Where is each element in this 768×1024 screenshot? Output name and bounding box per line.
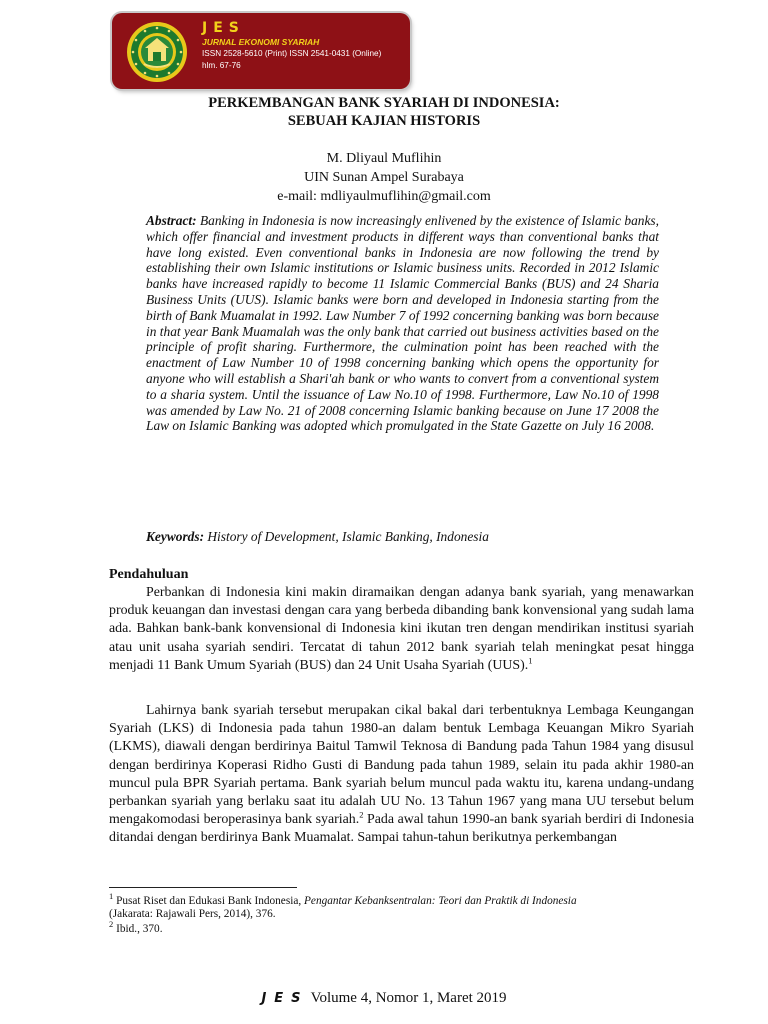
footnote-2-number: 2 [109, 919, 114, 930]
article-title-line1: PERKEMBANGAN BANK SYARIAH DI INDONESIA: [208, 95, 560, 111]
footer-journal-mark: JES [261, 991, 309, 1006]
footnote-1 [109, 891, 697, 922]
author-email: e-mail: mdliyaulmuflihin@gmail.com [277, 189, 491, 204]
journal-abbreviation: JES [202, 20, 245, 36]
abstract-text: Banking in Indonesia is now increasingly enlivened by the existence of Islamic banks, which offer financial and investment products in different ways than conventional banks that have long existed. Even conventional banks in Indonesia are now following the trend by establishing their own Islamic institutions or Islamic business units. Recorded in 2012 Islamic banks have increased rapidly to become 11 Islamic Commercial Banks (BUS) and 24 Sharia Business Units (UUS). Islamic banks were born and developed in Indonesia starting from the birth of Bank Muamalat in 1992. Law Number 7 of 1992 concerning banking was born because in that year Bank Muamalah was the only bank that carried out business activities based on the principle of profit sharing. Furthermore, the culmination point has been reached with the enactment of Law Number 10 of 1998 concerning banking which opens the opportunity for anyone who will establish a Shari'ah bank or who wants to convert from a conventional system to a sharia system. Until the issuance of Law No.10 of 1998. Furthermore, Law No.10 of 1998 was amended by Law No. 21 of 2008 concerning Islamic banking because on June 17 2008 the Law on Islamic Banking was adopted which promulgated in the State Gazette on July 16 2008. [146, 213, 659, 434]
footnote-divider [109, 887, 297, 888]
footnote-2 [109, 919, 697, 936]
paragraph-1-text: Perbankan di Indonesia kini makin diramaikan dengan adanya bank syariah, yang menawarkan produk keuangan dan investasi dengan cara yang berbeda dibanding bank konvensional yang sudah lama ada. Bahkan bank-bank konvensional di Indonesia kini ikutan tren dengan mendirikan institusi syariah atau unit usaha syariah sendiri. Tercatat di tahun 2012 bank syariah telah meningkat pesat hingga menjadi 11 Bank Umum Syariah (BUS) dan 24 Unit Usaha Syariah (UUS). [109, 585, 694, 673]
article-title-line2: SEBUAH KAJIAN HISTORIS [287, 113, 481, 129]
journal-issn: ISSN 2528-5610 (Print) ISSN 2541-0431 (Online) [202, 49, 382, 58]
body-paragraph-1 [109, 584, 694, 675]
footnote-ref-2[interactable]: 2 [359, 809, 364, 820]
keywords-label: Keywords: [146, 529, 205, 544]
author-name: M. Dliyaul Muflihin [326, 151, 442, 166]
footer-volume-info: Volume 4, Nomor 1, Maret 2019 [310, 990, 507, 1006]
keywords [146, 529, 666, 545]
body-paragraph-2 [109, 702, 694, 848]
abstract-label: Abstract: [146, 213, 197, 228]
keywords-text: History of Development, Islamic Banking, Indonesia [207, 529, 489, 544]
banner-text-block [202, 20, 407, 72]
university-seal-icon [126, 21, 188, 83]
paragraph-2-text-b: Pada awal tahun 1990-an bank syariah berdiri di Indonesia ditandai dengan berdirinya Bank Muamalat. Sampai tahun-tahun berikutnya perkembangan [109, 812, 694, 846]
footnote-1-book-title: Pengantar Kebanksentralan: Teori dan Praktik di Indonesia [304, 895, 577, 907]
journal-pages: hlm. 67-76 [202, 61, 241, 70]
footnote-1-publisher: (Jakarata: Rajawali Pers, 2014), 376. [109, 908, 276, 921]
footnote-1-number: 1 [109, 891, 114, 902]
footnote-2-text: Ibid., 370. [113, 923, 163, 935]
paragraph-2-text-a: Lahirnya bank syariah tersebut merupakan cikal bakal dari terbentuknya Lembaga Keungangan Syariah (LKS) di Indonesia pada tahun 1980-an dalam bentuk Lembaga Keuangan Mikro Syariah (LKMS), diawali dengan berdirinya Baitul Tamwil Teknosa di Bandung pada Tahun 1984 yang disusul dengan berdirinya Koperasi Ridho Gusti di Bandung pada tahun 1989, selain itu pada akhir 1980-an muncul pula BPR Syariah pertama. Bank syariah belum muncul pada waktu itu, karena undang-undang perbankan syariah yang berlaku saat itu adalah UU No. 13 Tahun 1967 yang mana UU tersebut belum mengakomodasi beroperasinya bank syariah. [109, 703, 694, 828]
footnote-1-text: Pusat Riset dan Edukasi Bank Indonesia, [113, 895, 305, 907]
journal-name: JURNAL EKONOMI SYARIAH [202, 37, 320, 47]
abstract [146, 213, 659, 434]
page-footer [0, 988, 768, 1009]
footnote-ref-1[interactable]: 1 [528, 655, 533, 666]
journal-header-banner [112, 13, 410, 89]
author-affiliation: UIN Sunan Ampel Surabaya [304, 170, 464, 185]
section-heading-pendahuluan: Pendahuluan [109, 567, 189, 582]
